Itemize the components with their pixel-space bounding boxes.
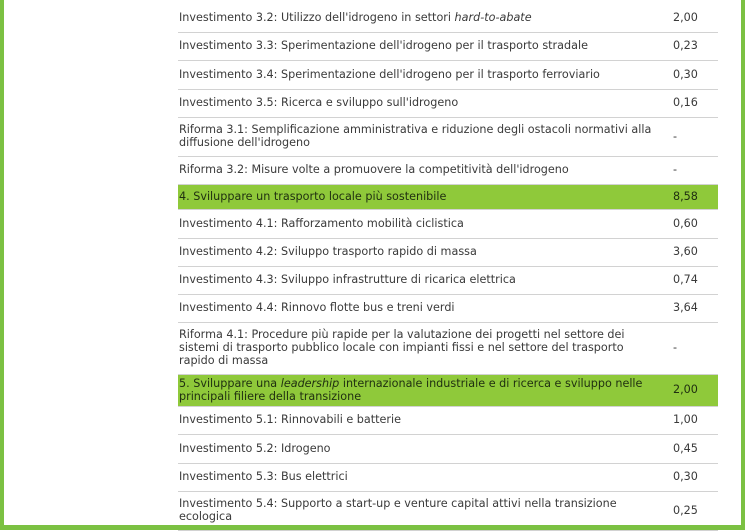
table-row	[178, 5, 718, 33]
row-label	[179, 124, 663, 150]
table-row	[178, 61, 718, 89]
table-row	[178, 90, 718, 118]
row-label-text: Investimento 4.4: Rinnovo flotte bus e treni verdi	[179, 301, 455, 315]
row-label-text: Investimento 3.2: Utilizzo dell'idrogeno in settori	[179, 11, 455, 25]
table-row	[178, 435, 718, 463]
row-value: 0,74	[673, 273, 698, 286]
row-label	[179, 218, 673, 231]
row-label-italic: leadership	[280, 376, 340, 390]
row-label-text: Investimento 3.3: Sperimentazione dell'idrogeno per il trasporto stradale	[179, 39, 588, 53]
row-value: -	[673, 129, 678, 143]
table-row	[178, 464, 718, 492]
row-label	[179, 378, 673, 404]
table-row	[178, 210, 718, 238]
table-row	[178, 492, 718, 531]
row-value: 2,00	[673, 11, 698, 25]
row-label-text: Riforma 4.1: Procedure più rapide per la valutazione dei progetti nel settore dei sistemi di trasporto pubblico locale con impianti fissi e nel settore del trasporto rapido di massa	[179, 328, 625, 368]
row-value: 2,00	[673, 383, 698, 397]
row-label-text: Investimento 5.3: Bus elettrici	[179, 469, 348, 483]
row-label-text-cont: internazionale industriale e di ricerca e sviluppo nelle principali filiere della transizione	[179, 376, 643, 403]
row-label-text: Riforma 3.2: Misure volte a promuovere la competitività dell'idrogeno	[179, 163, 569, 177]
row-label	[179, 12, 673, 25]
row-label-text: 5. Sviluppare una	[179, 376, 281, 390]
table-row	[178, 157, 718, 185]
row-label	[179, 40, 673, 53]
row-label	[179, 498, 673, 524]
row-value: -	[673, 163, 678, 177]
row-label	[179, 471, 673, 484]
row-label-text: Investimento 5.1: Rinnovabili e batterie	[179, 413, 402, 427]
table-row	[178, 295, 718, 323]
table-row	[178, 267, 718, 295]
row-value: 8,58	[673, 190, 698, 204]
section-header-row	[178, 375, 718, 407]
row-value: 0,45	[673, 441, 698, 455]
frame-left-border	[0, 0, 4, 530]
row-label-text: Investimento 4.1: Rafforzamento mobilità ciclistica	[179, 216, 464, 230]
row-label	[179, 191, 673, 204]
row-label	[179, 414, 673, 427]
row-label-text: 4. Sviluppare un trasporto locale più sostenibile	[179, 190, 447, 204]
row-value: 0,60	[673, 216, 698, 230]
table-row	[178, 323, 718, 375]
row-label-text: Investimento 4.3: Sviluppo infrastrutture di ricarica elettrica	[179, 273, 516, 286]
row-value: 0,16	[673, 95, 698, 109]
row-value: -	[673, 341, 678, 355]
row-label	[179, 274, 673, 287]
table-row	[178, 33, 718, 61]
row-label	[179, 443, 673, 456]
row-label-text: Riforma 3.1: Semplificazione amministrativa e riduzione degli ostacoli normativi alla diffusione dell'idrogeno	[179, 123, 652, 149]
frame-right-border	[741, 0, 745, 530]
row-value: 0,30	[673, 469, 698, 483]
table-row	[178, 239, 718, 267]
investment-table	[178, 5, 718, 531]
row-value: 3,60	[673, 244, 698, 258]
row-label-text: Investimento 5.2: Idrogeno	[179, 441, 331, 455]
row-label	[179, 97, 673, 110]
row-value: 1,00	[673, 413, 698, 427]
row-value: 0,23	[673, 39, 698, 53]
table-row	[178, 118, 718, 158]
row-label	[179, 246, 673, 259]
row-value: 3,64	[673, 301, 698, 315]
row-label	[179, 329, 663, 367]
row-label-text: Investimento 3.5: Ricerca e sviluppo sull'idrogeno	[179, 95, 459, 109]
row-label	[179, 302, 673, 315]
row-label-italic: hard-to-abate	[454, 11, 532, 25]
row-label	[179, 69, 673, 82]
table-row	[178, 407, 718, 435]
row-label-text: Investimento 3.4: Sperimentazione dell'idrogeno per il trasporto ferroviario	[179, 67, 600, 81]
row-label-text: Investimento 4.2: Sviluppo trasporto rapido di massa	[179, 244, 477, 258]
section-header-row	[178, 185, 718, 210]
row-label	[179, 164, 663, 177]
row-label-text: Investimento 5.4: Supporto a start-up e venture capital attivi nella transizione ecologica	[179, 497, 617, 523]
row-value: 0,25	[673, 503, 698, 517]
row-value: 0,30	[673, 67, 698, 81]
